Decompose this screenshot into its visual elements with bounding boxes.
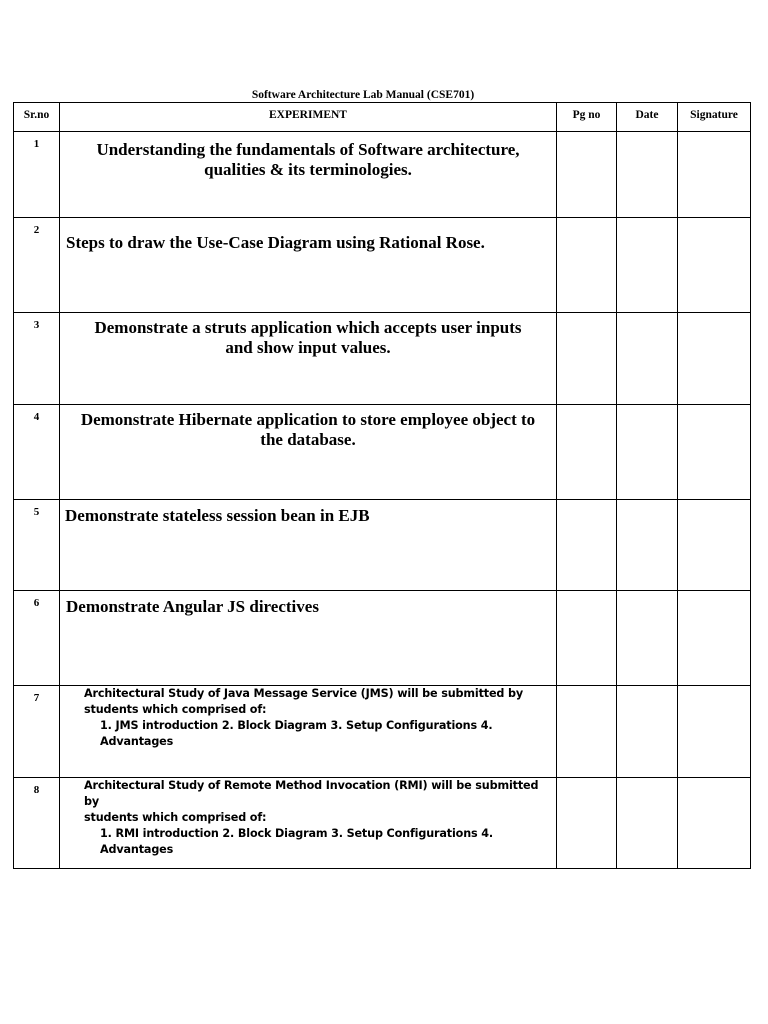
row-page-no-cell — [557, 686, 617, 778]
table-row — [14, 500, 751, 591]
header-date: Date — [617, 103, 678, 132]
header-signature: Signature — [678, 103, 751, 132]
row-sr-no: 2 — [14, 218, 60, 313]
experiment-title-line: Demonstrate Hibernate application to store employee object to — [80, 410, 536, 429]
table-row — [14, 218, 751, 313]
row-sr-no: 1 — [14, 132, 60, 218]
row-experiment — [60, 218, 557, 313]
experiment-title-line: the database. — [260, 430, 356, 449]
experiment-topic-list: 1. RMI introduction 2. Block Diagram 3. Setup Configurations 4. Advantages — [100, 827, 494, 856]
table-row — [14, 778, 751, 869]
experiment-title-line: Demonstrate a struts application which accepts user inputs — [94, 318, 522, 337]
row-experiment — [60, 405, 557, 500]
row-experiment — [60, 686, 557, 778]
row-page-no-cell — [557, 313, 617, 405]
row-date-cell — [617, 500, 678, 591]
row-signature-cell — [678, 405, 751, 500]
row-date-cell — [617, 686, 678, 778]
row-signature-cell — [678, 313, 751, 405]
row-date-cell — [617, 405, 678, 500]
row-signature-cell — [678, 778, 751, 869]
table-row — [14, 686, 751, 778]
experiment-topic-list: 1. JMS introduction 2. Block Diagram 3. Setup Configurations 4. Advantages — [100, 719, 493, 748]
row-sr-no: 6 — [14, 591, 60, 686]
table-row — [14, 132, 751, 218]
row-page-no-cell — [557, 500, 617, 591]
table-row — [14, 313, 751, 405]
experiment-title-line: and show input values. — [225, 338, 391, 357]
row-signature-cell — [678, 686, 751, 778]
experiment-description-line: students which comprised of: — [84, 811, 267, 824]
row-sr-no: 4 — [14, 405, 60, 500]
table-row — [14, 405, 751, 500]
row-experiment — [60, 500, 557, 591]
row-sr-no: 3 — [14, 313, 60, 405]
experiment-title-line: Understanding the fundamentals of Software architecture, — [96, 140, 520, 159]
row-signature-cell — [678, 591, 751, 686]
table-header-row — [14, 103, 751, 132]
row-date-cell — [617, 313, 678, 405]
row-date-cell — [617, 778, 678, 869]
row-page-no-cell — [557, 778, 617, 869]
row-experiment — [60, 778, 557, 869]
row-date-cell — [617, 218, 678, 313]
header-sr-no: Sr.no — [14, 103, 60, 132]
row-date-cell — [617, 132, 678, 218]
experiment-title-line: Demonstrate Angular JS directives — [66, 597, 319, 616]
experiment-title-line: Demonstrate stateless session bean in EJB — [65, 506, 370, 525]
row-signature-cell — [678, 218, 751, 313]
experiment-description-line: Architectural Study of Java Message Service (JMS) will be submitted by — [84, 687, 524, 700]
experiment-table — [13, 102, 751, 869]
experiment-description-line: students which comprised of: — [84, 703, 267, 716]
row-page-no-cell — [557, 405, 617, 500]
header-experiment: EXPERIMENT — [60, 103, 557, 132]
experiment-description — [60, 778, 556, 858]
row-page-no-cell — [557, 591, 617, 686]
experiment-title-line: qualities & its terminologies. — [204, 160, 412, 179]
row-sr-no: 8 — [14, 778, 60, 869]
row-sr-no: 5 — [14, 500, 60, 591]
row-experiment — [60, 313, 557, 405]
row-page-no-cell — [557, 218, 617, 313]
row-page-no-cell — [557, 132, 617, 218]
document-title: Software Architecture Lab Manual (CSE701) — [251, 89, 475, 101]
row-signature-cell — [678, 500, 751, 591]
row-date-cell — [617, 591, 678, 686]
row-signature-cell — [678, 132, 751, 218]
row-experiment — [60, 591, 557, 686]
experiment-description — [60, 686, 556, 750]
header-page-no: Pg no — [557, 103, 617, 132]
experiment-description-line: Architectural Study of Remote Method Invocation (RMI) will be submitted by — [84, 779, 539, 808]
row-sr-no: 7 — [14, 686, 60, 778]
row-experiment — [60, 132, 557, 218]
table-row — [14, 591, 751, 686]
experiment-title-line: Steps to draw the Use-Case Diagram using Rational Rose. — [66, 233, 485, 252]
